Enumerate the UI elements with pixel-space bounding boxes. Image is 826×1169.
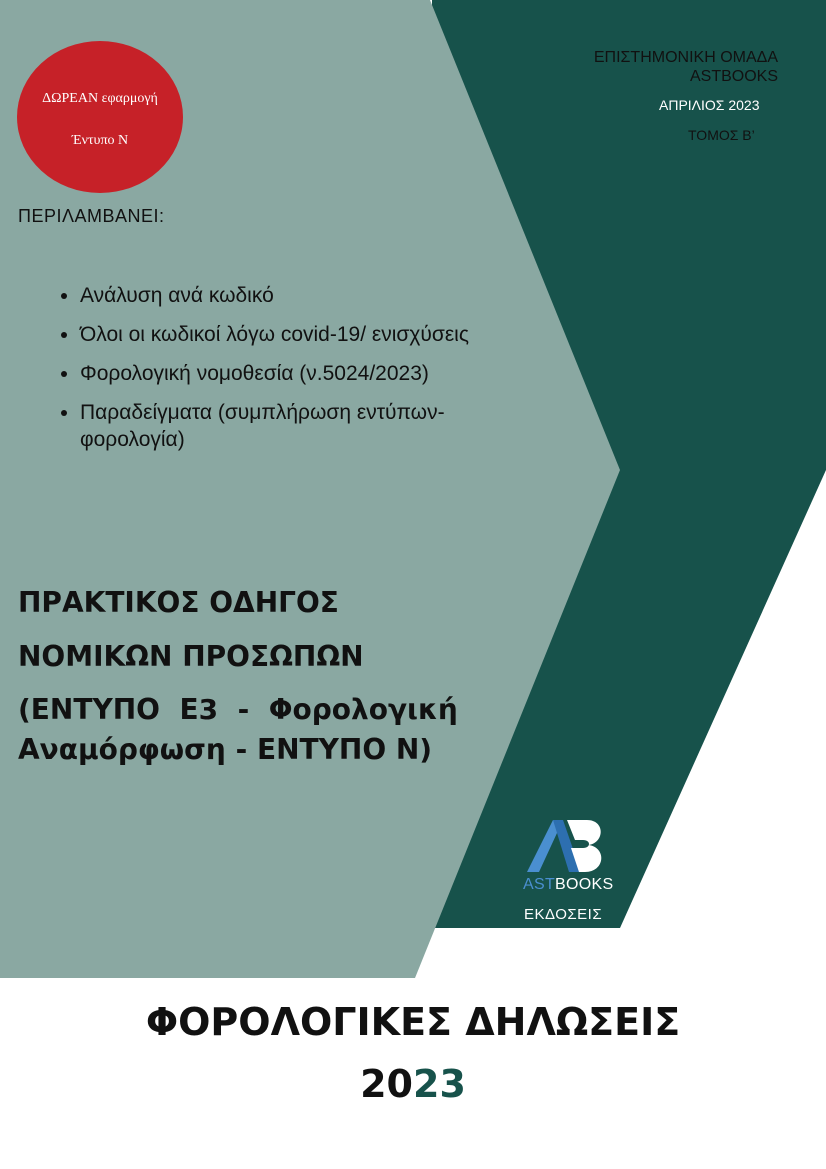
logo-brand-books: BOOKS [555,876,614,893]
logo-brand-ast: AST [523,876,556,893]
volume-label: ΤΟΜΟΣ Β’ [688,127,755,143]
book-title-line-4: Αναμόρφωση - ΕΝΤΥΠΟ Ν) [18,733,433,766]
year-part-2: 23 [413,1062,466,1106]
publisher-name: ASTBOOKS [689,68,778,85]
publisher-block [594,48,778,86]
ab-logo-icon [523,818,607,874]
publication-date-text: ΑΠΡΙΛΙΟΣ 2023 [659,97,760,113]
includes-heading: ΠΕΡΙΛΑΜΒΑΝΕΙ: [18,206,165,226]
feature-item: • Ανάλυση ανά κωδικό [80,282,520,309]
feature-item: • Παραδείγματα (συμπλήρωση εντύπων-φορολογία) [80,399,520,453]
astbooks-logo [523,818,623,879]
year-part-1: 20 [360,1062,413,1106]
publication-date [651,94,826,116]
logo-brand-text [523,876,613,894]
publisher-team: ΕΠΙΣΤΗΜΟΝΙΚΗ ΟΜΑΔΑ [593,49,778,66]
book-title-line-3: (ΕΝΤΥΠΟ Ε3 - Φορολογική [18,693,458,726]
feature-item: • Όλοι οι κωδικοί λόγω covid-19/ ενισχύσεις [80,321,520,348]
book-title [18,576,528,770]
feature-item: • Φορολογική νομοθεσία (ν.5024/2023) [80,360,520,387]
badge-line-2: Έντυπο Ν [71,133,129,148]
series-title: ΦΟΡΟΛΟΓΙΚΕΣ ΔΗΛΩΣΕΙΣ [145,1000,681,1044]
series-year [0,1062,826,1106]
book-title-line-2: ΝΟΜΙΚΩΝ ΠΡΟΣΩΠΩΝ [18,640,364,673]
free-app-badge [17,41,183,193]
logo-subtitle: ΕΚΔΟΣΕΙΣ [524,906,603,923]
features-list [58,282,520,465]
book-title-line-1: ΠΡΑΚΤΙΚΟΣ ΟΔΗΓΟΣ [18,586,339,619]
badge-line-1: ΔΩΡΕΑΝ εφαρμογή [42,91,158,106]
